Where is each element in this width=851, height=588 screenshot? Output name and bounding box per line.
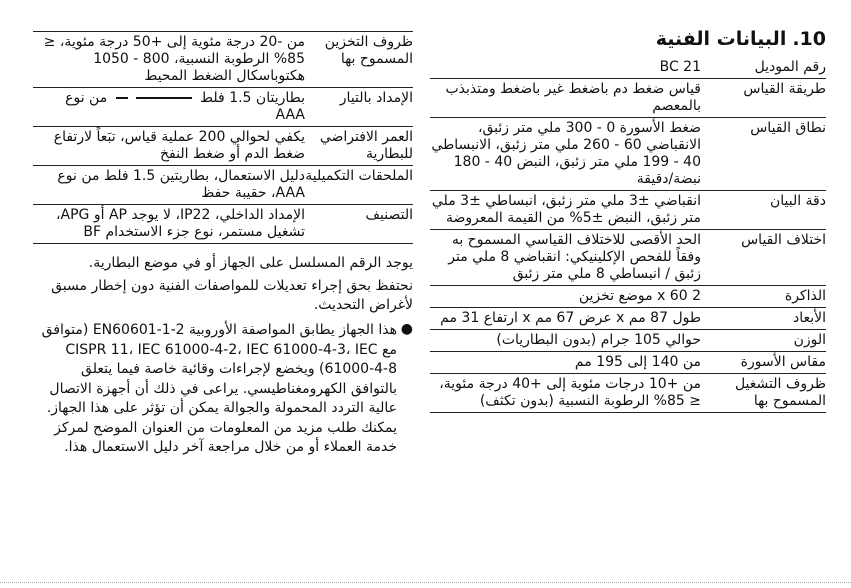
spec-label: العمر الافتراضي للبطارية — [319, 129, 413, 162]
spec-value: انقباضي ±3 ملي متر زئبق، انبساطي ±3 ملي متر زئبق، النبض ±5% من القيمة المعروضة — [431, 193, 701, 226]
emc-note-text: هذا الجهاز يطابق المواصفة الأوروبية EN60601-1-2 (متوافق مع CISPR 11، IEC 61000-4-2، IEC 61000-4-3، IEC 61000-4-8) ويخضع لإجراءات وقائية خاصة فيما يتعلق بالتوافق الكهرومغناطيسي. يراعى في ذلك أن أجهزة الاتصال عالية التردد المحمولة والجوالة يمكن أن تؤثر على هذا الجهاز. يمكنك طلب مزيد من المعلومات من العنوان الموضح لمركز خدمة العملاء أو من خلال مراجعة آخر دليل الاستعمال هذا. — [41, 322, 397, 455]
spec-row-accessories — [33, 165, 413, 204]
power-value-a: بطاريتان 1.5 فلط — [200, 90, 305, 106]
spec-label: اختلاف القياس — [741, 232, 826, 248]
spec-label: الوزن — [793, 332, 826, 348]
spec-row-method — [430, 79, 826, 118]
spec-row-classification — [33, 204, 413, 244]
spec-label: نطاق القياس — [750, 120, 826, 136]
spec-row-model — [430, 57, 826, 79]
notes — [33, 254, 413, 315]
spec-row-accuracy — [430, 191, 826, 230]
dc-symbol-icon — [136, 97, 192, 99]
spec-row-cuff — [430, 352, 826, 374]
spec-value: طول 87 مم x عرض 67 مم x ارتفاع 31 مم — [440, 310, 701, 326]
spec-value: BC 21 — [659, 59, 701, 75]
spec-row-range — [430, 118, 826, 191]
left-column — [33, 31, 413, 458]
spec-label: ظروف التشغيل المسموح بها — [734, 376, 826, 409]
spec-label: الأبعاد — [792, 310, 826, 326]
spec-row-dimensions — [430, 308, 826, 330]
spec-value: قياس ضغط دم باضغط غير باضغط ومتذبذب بالمعصم — [445, 81, 701, 114]
note-changes: نحتفظ بحق إجراء تعديلات للمواصفات الفنية دون إخطار مسبق لأغراض التحديث. — [51, 278, 413, 313]
note-serial: يوجد الرقم المسلسل على الجهاز أو في موضع البطارية. — [88, 255, 413, 271]
power-value-b: من نوع AAA — [65, 90, 305, 123]
spec-label: رقم الموديل — [754, 59, 826, 75]
emc-note — [33, 321, 413, 458]
spec-label: التصنيف — [365, 207, 413, 223]
spec-row-weight — [430, 330, 826, 352]
spec-row-deviation — [430, 230, 826, 286]
spec-label: دقة البيان — [769, 193, 826, 209]
spec-value — [33, 88, 305, 126]
page-edge-marks — [0, 582, 851, 588]
right-column — [430, 26, 826, 413]
spec-label: طريقة القياس — [743, 81, 826, 97]
spec-row-operating — [430, 374, 826, 413]
bullet-icon: ● — [400, 321, 413, 337]
spec-label: الإمداد بالتيار — [339, 90, 413, 106]
spec-value: من 140 إلى 195 مم — [574, 354, 701, 370]
spec-row-battery-life — [33, 126, 413, 165]
spec-value: يكفي لحوالي 200 عملية قياس، تبَعاً لارتفاع ضغط الدم أو ضغط النفخ — [53, 129, 305, 162]
spec-value: الإمداد الداخلي، IP22، لا يوجد AP أو APG، تشغيل مستمر، نوع جزء الاستخدام BF — [55, 207, 305, 240]
section-heading: البيانات الفنية — [655, 28, 787, 50]
spec-row-storage — [33, 31, 413, 87]
section-title — [430, 26, 826, 52]
spec-value: الحد الأقصى للاختلاف القياسي المسموح به وفقاً للفحص الإكلينيكي: انقباضي 8 ملي متر زئبق / انبساطي 8 ملي متر زئبق — [448, 232, 701, 282]
spec-value: دليل الاستعمال، بطاريتين 1.5 فلط من نوع AAA، حقيبة حفظ — [57, 168, 305, 201]
spec-label: مقاس الأسورة — [740, 354, 826, 370]
dc-symbol-dash-icon — [116, 97, 128, 99]
spec-row-power — [33, 87, 413, 126]
section-number: 10. — [792, 28, 826, 50]
spec-label: الذاكرة — [784, 288, 826, 304]
spec-label: ظروف التخزين المسموح بها — [324, 34, 413, 67]
spec-row-memory — [430, 286, 826, 308]
spec-value: حوالي 105 جرام (بدون البطاريات) — [496, 332, 701, 348]
spec-value: من -20 درجة مئوية إلى +50 درجة مئوية، ≤ 85% الرطوبة النسبية، 800 - 1050 هكتوباسكال الضغط المحيط — [43, 34, 305, 84]
spec-value: 2 x 60 موضع تخزين — [578, 288, 701, 304]
spec-value: ضغط الأسورة 0 - 300 ملي متر زئبق، الانقباضي 60 - 260 ملي متر زئبق، الانبساطي 40 - 199 ملي متر زئبق، النبض 40 - 180 نبضة/دقيقة — [431, 120, 701, 187]
spec-label: الملحقات التكميلية — [305, 168, 413, 184]
spec-value: من +10 درجات مئوية إلى +40 درجة مئوية، ≤ 85% الرطوبة النسبية (بدون تكثف) — [439, 376, 701, 409]
